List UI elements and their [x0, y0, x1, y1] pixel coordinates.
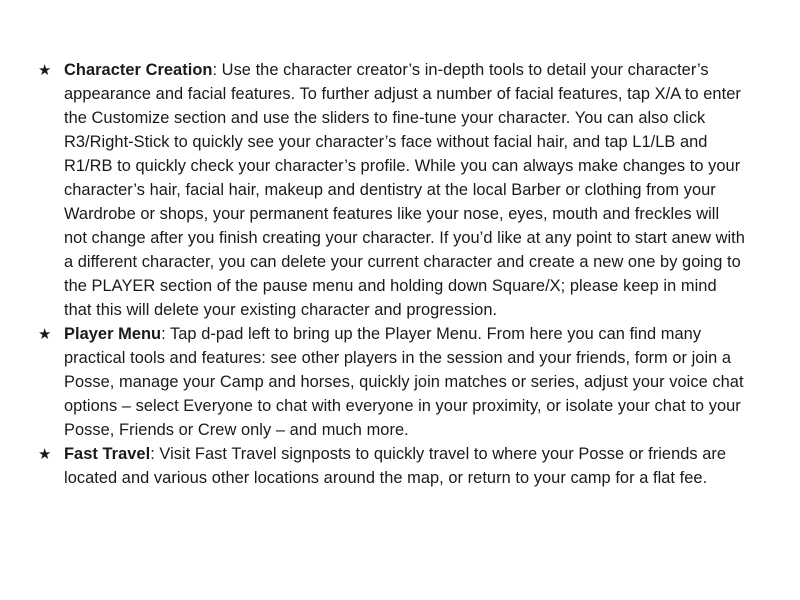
- item-term: Fast Travel: [64, 445, 151, 463]
- item-term: Character Creation: [64, 61, 213, 79]
- item-body: : Visit Fast Travel signposts to quickly travel to where your Posse or friends are located and various other locations around the map, or return to your camp for a flat fee.: [64, 445, 727, 487]
- bullet-list: [38, 58, 746, 490]
- black-star-icon: ★: [38, 325, 52, 343]
- black-star-icon: ★: [38, 61, 52, 79]
- item-body: : Tap d-pad left to bring up the Player Menu. From here you can find many practical tools and features: see other players in the session and your friends, form or join a Posse, manage your Camp and horses, quickly join matches or series, adjust your voice chat options – select Everyone to chat with everyone in your proximity, or isolate your chat to your Posse, Friends or Crew only – and much more.: [64, 325, 744, 439]
- item-body: : Use the character creator’s in-depth tools to detail your character’s appearance and facial features. To further adjust a number of facial features, tap X/A to enter the Customize section and use the sliders to fine-tune your character. You can also click R3/Right-Stick to quickly see your character’s face without facial hair, and tap L1/LB and R1/RB to quickly check your character’s profile. While you can always make changes to your character’s hair, facial hair, makeup and dentistry at the local Barber or clothing from your Wardrobe or shops, your permanent features like your nose, eyes, mouth and freckles will not change after you finish creating your character. If you’d like at any point to start anew with a different character, you can delete your current character and create a new one by going to the PLAYER section of the pause menu and holding down Square/X; please keep in mind that this will delete your existing character and progression.: [64, 61, 745, 319]
- item-term: Player Menu: [64, 325, 162, 343]
- list-item-character-creation: [38, 58, 746, 322]
- black-star-icon: ★: [38, 445, 52, 463]
- list-item-fast-travel: [38, 442, 746, 490]
- document-body: [38, 58, 746, 490]
- list-item-player-menu: [38, 322, 746, 442]
